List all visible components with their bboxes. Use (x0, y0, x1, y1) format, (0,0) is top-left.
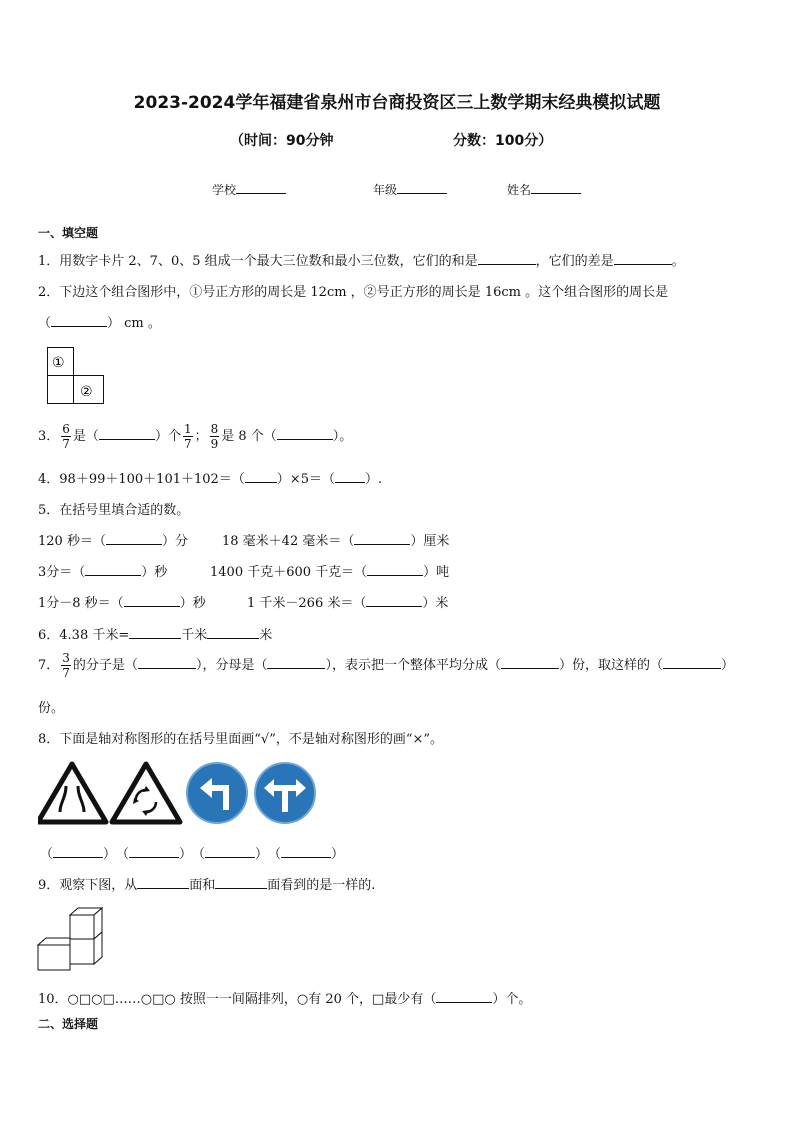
question-7-line-2: 份。 (38, 701, 65, 716)
q5-blank (124, 593, 180, 607)
q8-blank (205, 844, 255, 858)
q5-blank (366, 593, 422, 607)
q7-blank-3 (501, 655, 559, 669)
q3-fraction-6-7: $\frac{6}{7}$ (62, 422, 70, 451)
q2-paren-open: （ (38, 316, 52, 331)
grade-blank (397, 181, 447, 194)
q1-text-b: ，它们的差是 (535, 254, 614, 269)
q8-blank (281, 844, 331, 858)
question-6: 6．4.38 千米= 千米 米 (38, 624, 272, 643)
q10-blank (436, 989, 492, 1003)
square-2-label: ② (80, 384, 93, 400)
question-1 (38, 250, 685, 269)
q5-blank (354, 531, 410, 545)
section-1-title: 一、填空题 (38, 226, 99, 240)
q1-blank-diff (614, 251, 672, 265)
q2-blank (51, 313, 107, 327)
q3-num: 3． (38, 429, 60, 444)
q5-blank (367, 562, 423, 576)
question-8: 8．下面是轴对称图形的在括号里面画“√”，不是轴对称图形的画“×”。 (38, 732, 444, 747)
q2-square-figure (46, 346, 108, 406)
q5-row-2-right: 1400 千克＋600 千克＝（ ）吨 (210, 561, 449, 580)
q7-blank-2 (267, 655, 325, 669)
q6-blank-1 (129, 625, 181, 639)
q8-answer-2: （ ） (116, 843, 192, 862)
q5-row-1-left: 120 秒＝（ ）分 (38, 530, 188, 549)
square-1-label: ① (52, 355, 65, 371)
school-field (212, 181, 286, 198)
roundabout-warning-sign (112, 764, 180, 822)
q6-blank-2 (207, 625, 259, 639)
q8-blank (53, 844, 103, 858)
name-field (507, 181, 581, 198)
question-10: 10．○□○□……○□○ 按照一一间隔排列，○有 20 个，□最少有（ ）个。 (38, 988, 531, 1007)
score-label: 分数：100分） (453, 133, 553, 149)
section-2-title: 二、选择题 (38, 1017, 99, 1031)
q8-blank (129, 844, 179, 858)
q8-answer-3: （ ） (192, 843, 268, 862)
question-9: 9．观察下图，从 面和 面看到的是一样的. (38, 874, 375, 893)
left-or-right-turn-sign (255, 763, 315, 823)
q9-cube-stack-figure (36, 905, 106, 971)
question-5-title: 5．在括号里填合适的数。 (38, 503, 190, 518)
name-blank (531, 181, 581, 194)
question-2-line-1: 2．下边这个组合图形中，①号正方形的周长是 12cm ，②号正方形的周长是 16cm 。这个组合图形的周长是 (38, 285, 669, 300)
q5-blank (85, 562, 141, 576)
q8-sign-row (38, 760, 328, 828)
q4-blank-2 (335, 469, 365, 483)
q5-row-3-right: 1 千米－266 米＝（ ）米 (247, 592, 448, 611)
q5-row-2-left: 3分＝（ ）秒 (38, 561, 167, 580)
grade-field (373, 181, 447, 198)
q5-blank (106, 531, 162, 545)
q5-row-3-left: 1分－8 秒＝（ ）秒 (38, 592, 206, 611)
q8-answer-1: （ ） (40, 843, 116, 862)
q9-blank-2 (215, 875, 267, 889)
question-7: 7． $\frac{3}{7}$ 的分子是（ ），分母是（ ），表示把一个整体平均分成（ ）份，取这样的（ ） (38, 651, 734, 680)
square-lower-left (48, 376, 74, 404)
q1-text-c: 。 (671, 254, 685, 269)
question-4: 4．98＋99＋100＋101＋102＝（ ）×5＝（ ）. (38, 468, 382, 487)
q1-blank-sum (478, 251, 536, 265)
school-label: 学校 (212, 183, 237, 197)
q4-blank-1 (245, 469, 277, 483)
narrow-road-warning-sign (38, 764, 106, 822)
q9-blank-1 (137, 875, 189, 889)
q3-fraction-1-7: $\frac{1}{7}$ (183, 422, 192, 451)
q3-blank-2 (277, 426, 333, 440)
q5-row-1-right: 18 毫米＋42 毫米＝（ ）厘米 (222, 530, 449, 549)
q3-fraction-8-9: $\frac{8}{9}$ (210, 422, 219, 451)
school-blank (236, 181, 286, 194)
question-3: 3． $\frac{6}{7}$ 是（ ）个 $\frac{1}{7}$ ； $\frac{8}{9}$ 是 8 个（ ）。 (38, 422, 353, 451)
grade-label: 年级 (373, 183, 398, 197)
time-label: （时间：90分钟 (230, 133, 334, 149)
q7-blank-1 (138, 655, 196, 669)
page-title: 2023-2024学年福建省泉州市台商投资区三上数学期末经典模拟试题 (133, 93, 661, 113)
question-2-line-2 (38, 312, 161, 331)
q2-text-unit: ） cm 。 (107, 316, 161, 331)
q3-blank-1 (99, 426, 155, 440)
q1-text-a: 1．用数字卡片 2、7、0、5 组成一个最大三位数和最小三位数，它们的和是 (38, 254, 478, 269)
q7-blank-4 (663, 655, 721, 669)
left-turn-sign (187, 763, 247, 823)
q8-answer-4: （ ） (268, 843, 344, 862)
q7-fraction-3-7: $\frac{3}{7}$ (62, 651, 70, 680)
name-label: 姓名 (507, 183, 532, 197)
